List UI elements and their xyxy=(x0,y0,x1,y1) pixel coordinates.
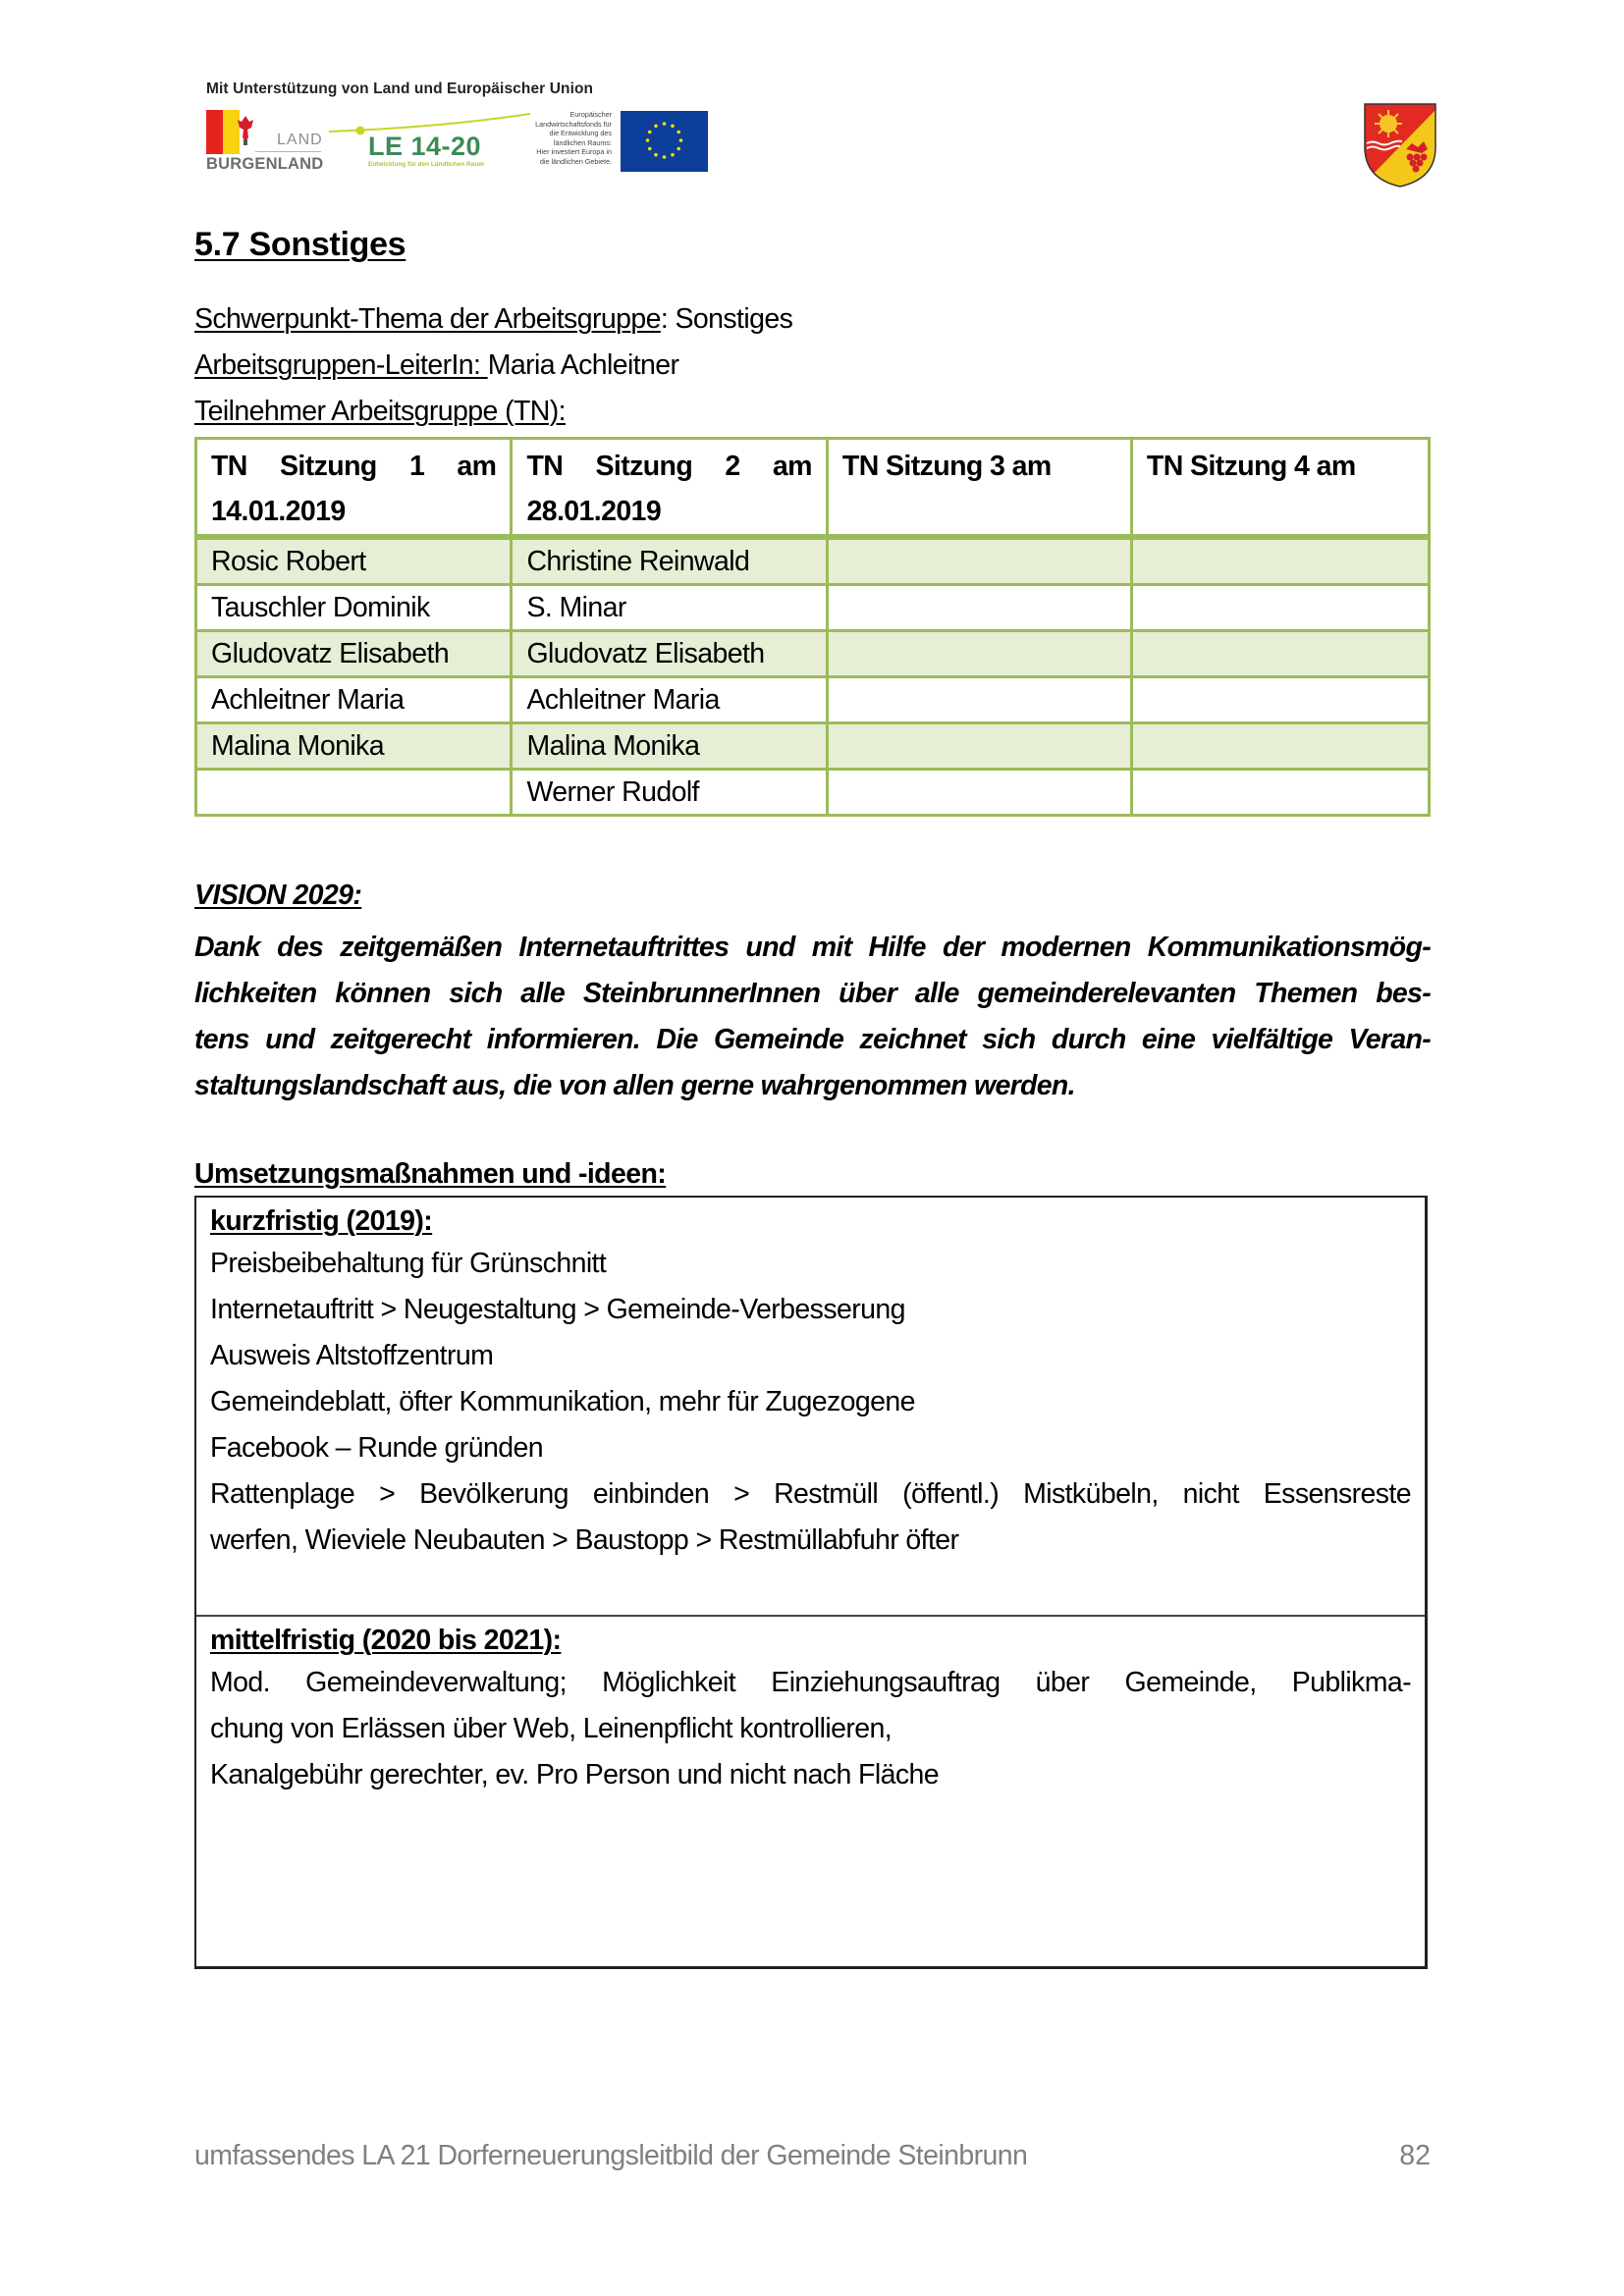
table-row xyxy=(196,677,1430,723)
table-cell: Christine Reinwald xyxy=(512,537,827,585)
table-row xyxy=(196,631,1430,677)
short-term-section xyxy=(196,1198,1425,1617)
table-cell: Gludovatz Elisabeth xyxy=(196,631,512,677)
land-underline xyxy=(255,151,321,152)
table-cell xyxy=(827,770,1131,816)
table-row xyxy=(196,770,1430,816)
eu-text-line: Europäischer xyxy=(569,110,612,119)
table-cell xyxy=(1131,677,1429,723)
measures-box xyxy=(194,1196,1428,1969)
header-word: TN xyxy=(211,451,247,482)
header-word: am xyxy=(457,451,497,482)
eu-flag-icon xyxy=(621,111,708,172)
measure-item: Facebook – Runde gründen xyxy=(210,1432,543,1464)
table-cell xyxy=(1131,537,1429,585)
header-session-4 xyxy=(1131,439,1429,538)
support-statement: Mit Unterstützung von Land und Europäischer Union xyxy=(206,80,594,97)
focus-topic-line xyxy=(194,302,792,336)
mid-term-section xyxy=(196,1617,1425,1966)
group-leader-line xyxy=(194,348,678,382)
header-session-2 xyxy=(512,439,827,538)
table-row xyxy=(196,537,1430,585)
eu-text-line: die Entwicklung des xyxy=(549,129,612,137)
vision-line: tens und zeitgerecht informieren. Die Gemeinde zeichnet sich durch eine vielfältige Veran- xyxy=(194,1024,1431,1055)
vision-line: lichkeiten können sich alle SteinbrunnerInnen über alle gemeinderelevanten Themen bes- xyxy=(194,978,1431,1009)
table-cell xyxy=(1131,585,1429,631)
flag-red-stripe xyxy=(206,110,223,154)
measure-item: Preisbeibehaltung für Grünschnitt xyxy=(210,1248,607,1279)
vision-statement xyxy=(194,925,1431,1109)
measures-title: Umsetzungsmaßnahmen und -ideen: xyxy=(194,1158,667,1190)
measure-item: Rattenplage > Bevölkerung einbinden > Restmüll (öffentl.) Mistkübeln, nicht Essensreste xyxy=(210,1478,1411,1510)
table-cell xyxy=(827,723,1131,770)
measure-item: Mod. Gemeindeverwaltung; Möglichkeit Einziehungsauftrag über Gemeinde, Publikma- xyxy=(210,1667,1411,1698)
short-term-heading: kurzfristig (2019): xyxy=(210,1205,433,1237)
table-cell: Achleitner Maria xyxy=(512,677,827,723)
table-row xyxy=(196,585,1430,631)
vision-line: staltungslandschaft aus, die von allen gerne wahrgenommen werden. xyxy=(194,1070,1075,1101)
focus-topic-label: Schwerpunkt-Thema der Arbeitsgruppe xyxy=(194,303,661,335)
table-cell: Werner Rudolf xyxy=(512,770,827,816)
table-cell xyxy=(1131,723,1429,770)
land-word: LAND xyxy=(277,132,323,148)
land-burgenland-logo xyxy=(206,110,322,173)
measure-item: Kanalgebühr gerechter, ev. Pro Person und nicht nach Fläche xyxy=(210,1759,939,1790)
header-word: 1 xyxy=(408,451,425,482)
focus-topic-value: : Sonstiges xyxy=(660,303,793,335)
le-14-20-logo xyxy=(329,110,530,173)
header-session-3 xyxy=(827,439,1131,538)
participants-table xyxy=(194,437,1431,817)
header-word: am xyxy=(772,451,812,482)
measure-item: Ausweis Altstoffzentrum xyxy=(210,1340,494,1371)
eu-text-line: die ländlichen Gebiete. xyxy=(539,156,612,166)
header-session-1 xyxy=(196,439,512,538)
header-date: 14.01.2019 xyxy=(211,496,346,527)
group-leader-label: Arbeitsgruppen-LeiterIn: xyxy=(194,349,488,381)
eagle-icon xyxy=(236,112,255,147)
eu-text-line: Hier investiert Europa in xyxy=(536,147,612,156)
table-cell: Malina Monika xyxy=(196,723,512,770)
measure-item: chung von Erlässen über Web, Leinenpflicht kontrollieren, xyxy=(210,1713,893,1744)
group-leader-value: Maria Achleitner xyxy=(487,349,679,381)
header-word: TN xyxy=(526,451,564,482)
page-number: 82 xyxy=(1399,2140,1431,2171)
table-cell: S. Minar xyxy=(512,585,827,631)
header-text: TN Sitzung 4 am xyxy=(1146,451,1356,482)
table-cell: Tauschler Dominik xyxy=(196,585,512,631)
eu-text-line: ländlichen Raums: xyxy=(553,137,612,147)
measure-item: werfen, Wieviele Neubauten > Baustopp > Restmüllabfuhr öfter xyxy=(210,1524,959,1556)
le-subtitle: Entwicklung für den Ländlichen Raum xyxy=(368,161,485,168)
header-date: 28.01.2019 xyxy=(526,496,662,527)
footer-document-title: umfassendes LA 21 Dorferneuerungsleitbild der Gemeinde Steinbrunn xyxy=(194,2140,1028,2171)
le-title: LE 14-20 xyxy=(368,132,482,161)
table-row xyxy=(196,723,1430,770)
table-cell: Achleitner Maria xyxy=(196,677,512,723)
table-cell xyxy=(196,770,512,816)
measure-item: Internetauftritt > Neugestaltung > Gemeinde-Verbesserung xyxy=(210,1294,905,1325)
table-cell: Malina Monika xyxy=(512,723,827,770)
vision-line: Dank des zeitgemäßen Internetauftrittes und mit Hilfe der modernen Kommunikationsmög- xyxy=(194,932,1431,963)
measure-item: Gemeindeblatt, öfter Kommunikation, mehr für Zugezogene xyxy=(210,1386,915,1417)
section-title: 5.7 Sonstiges xyxy=(194,226,406,263)
table-cell xyxy=(827,631,1131,677)
table-cell xyxy=(827,585,1131,631)
table-cell xyxy=(827,677,1131,723)
header-word: Sitzung xyxy=(595,451,693,482)
table-cell xyxy=(827,537,1131,585)
table-cell: Rosic Robert xyxy=(196,537,512,585)
table-cell xyxy=(1131,631,1429,677)
mid-term-heading: mittelfristig (2020 bis 2021): xyxy=(210,1625,562,1656)
eu-text-line: Landwirtschaftsfonds für xyxy=(535,119,612,129)
participants-line xyxy=(194,395,566,428)
header-text: TN Sitzung 3 am xyxy=(841,451,1052,482)
table-header-row xyxy=(196,439,1430,538)
steinbrunn-coat-of-arms-icon xyxy=(1363,102,1437,188)
vision-title: VISION 2029: xyxy=(194,880,362,911)
burgenland-word: BURGENLAND xyxy=(206,155,324,173)
header-word: 2 xyxy=(725,451,740,482)
eu-fund-text xyxy=(528,110,612,166)
table-cell: Gludovatz Elisabeth xyxy=(512,631,827,677)
table-cell xyxy=(1131,770,1429,816)
header-word: Sitzung xyxy=(280,451,377,482)
participants-label: Teilnehmer Arbeitsgruppe (TN): xyxy=(194,396,566,427)
